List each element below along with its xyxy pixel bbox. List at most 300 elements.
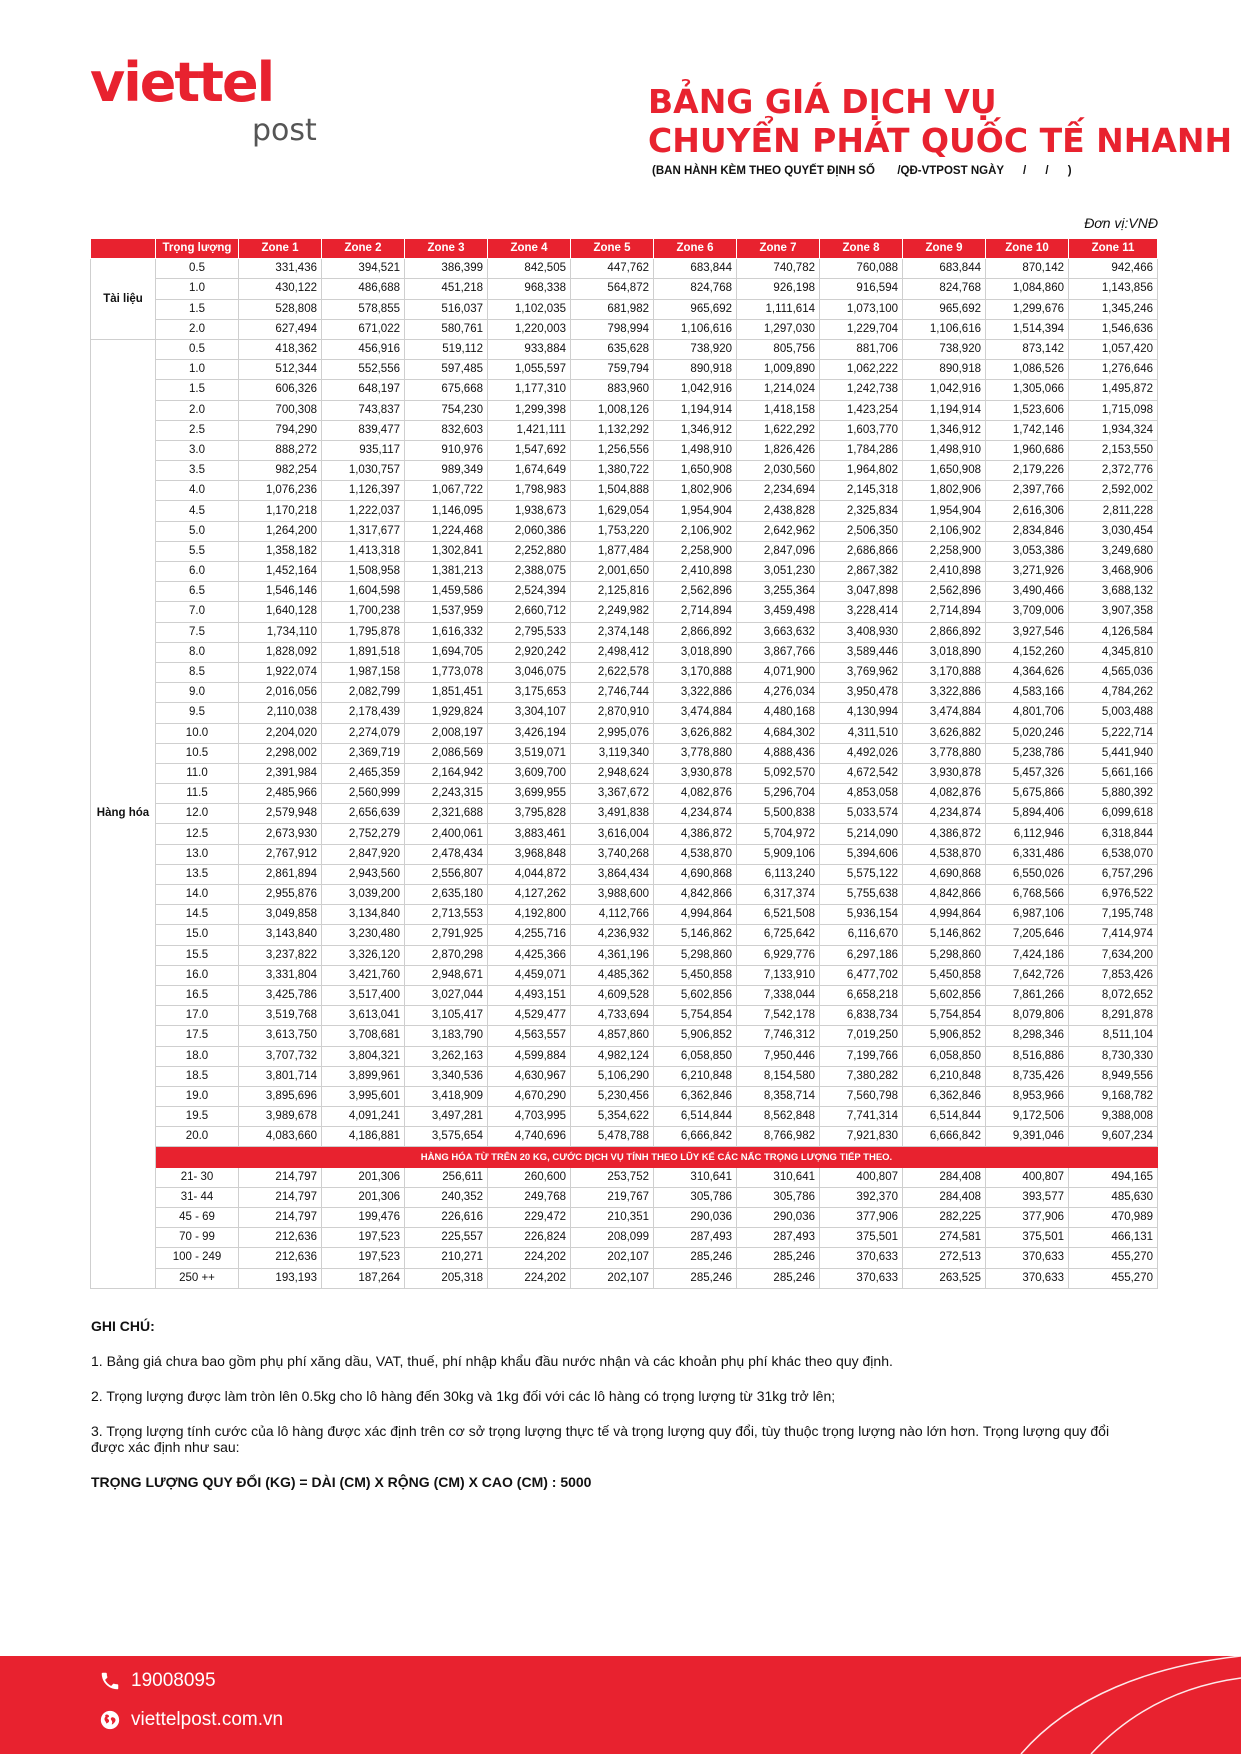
price-cell: 926,198 — [737, 279, 820, 299]
price-cell: 1,086,526 — [986, 360, 1069, 380]
table-row — [91, 925, 1158, 945]
table-row — [91, 360, 1158, 380]
price-cell: 3,988,600 — [571, 885, 654, 905]
price-cell: 3,039,200 — [322, 885, 405, 905]
table-row — [91, 1026, 1158, 1046]
price-cell: 1,413,318 — [322, 541, 405, 561]
price-cell: 4,345,810 — [1069, 642, 1158, 662]
website-url: viettelpost.com.vn — [131, 1709, 284, 1730]
table-row — [91, 1066, 1158, 1086]
price-cell: 1,987,158 — [322, 662, 405, 682]
price-cell: 5,441,940 — [1069, 743, 1158, 763]
price-cell: 3,927,546 — [986, 622, 1069, 642]
price-cell: 3,801,714 — [239, 1066, 322, 1086]
price-cell: 3,867,766 — [737, 642, 820, 662]
price-cell: 5,296,704 — [737, 784, 820, 804]
weight-cell: 1.5 — [156, 380, 239, 400]
price-cell: 285,246 — [654, 1268, 737, 1288]
price-cell: 1,851,451 — [405, 683, 488, 703]
price-cell: 3,331,804 — [239, 965, 322, 985]
table-row — [91, 985, 1158, 1005]
table-row — [91, 1187, 1158, 1207]
price-cell: 5,936,154 — [820, 905, 903, 925]
weight-cell: 45 - 69 — [156, 1208, 239, 1228]
table-row — [91, 562, 1158, 582]
price-cell: 3,616,004 — [571, 824, 654, 844]
price-cell: 982,254 — [239, 461, 322, 481]
price-cell: 4,599,884 — [488, 1046, 571, 1066]
price-cell: 4,071,900 — [737, 662, 820, 682]
price-cell: 2,372,776 — [1069, 461, 1158, 481]
price-cell: 2,258,900 — [654, 541, 737, 561]
footer-phone[interactable] — [99, 1670, 216, 1692]
price-cell: 2,298,002 — [239, 743, 322, 763]
price-cell: 201,306 — [322, 1187, 405, 1207]
price-cell: 1,650,908 — [654, 461, 737, 481]
price-cell: 1,229,704 — [820, 319, 903, 339]
price-cell: 1,084,860 — [986, 279, 1069, 299]
price-cell: 2,660,712 — [488, 602, 571, 622]
price-cell: 5,146,862 — [654, 925, 737, 945]
price-cell: 331,436 — [239, 259, 322, 279]
price-cell: 4,538,870 — [903, 844, 986, 864]
price-cell: 256,611 — [405, 1167, 488, 1187]
table-row — [91, 339, 1158, 359]
price-cell: 6,929,776 — [737, 945, 820, 965]
price-cell: 743,837 — [322, 400, 405, 420]
weight-cell: 5.0 — [156, 521, 239, 541]
price-cell: 7,853,426 — [1069, 965, 1158, 985]
header-zone-9: Zone 9 — [903, 239, 986, 259]
price-cell: 3,304,107 — [488, 703, 571, 723]
price-cell: 8,154,580 — [737, 1066, 820, 1086]
price-cell: 214,797 — [239, 1167, 322, 1187]
price-cell: 4,386,872 — [654, 824, 737, 844]
price-cell: 4,091,241 — [322, 1107, 405, 1127]
price-cell: 208,099 — [571, 1228, 654, 1248]
price-cell: 2,145,318 — [820, 481, 903, 501]
weight-cell: 11.0 — [156, 763, 239, 783]
price-cell: 2,562,896 — [903, 582, 986, 602]
price-cell: 1,214,024 — [737, 380, 820, 400]
price-cell: 3,340,536 — [405, 1066, 488, 1086]
price-cell: 5,092,570 — [737, 763, 820, 783]
price-cell: 7,746,312 — [737, 1026, 820, 1046]
price-cell: 466,131 — [1069, 1228, 1158, 1248]
price-cell: 3,322,886 — [903, 683, 986, 703]
price-cell: 1,877,484 — [571, 541, 654, 561]
weight-cell: 12.5 — [156, 824, 239, 844]
price-cell: 2,847,920 — [322, 844, 405, 864]
table-row — [91, 1107, 1158, 1127]
table-row — [91, 844, 1158, 864]
price-cell: 1,170,218 — [239, 501, 322, 521]
table-header-row — [91, 239, 1158, 259]
price-cell: 386,399 — [405, 259, 488, 279]
table-row — [91, 1268, 1158, 1288]
price-cell: 4,842,866 — [903, 885, 986, 905]
price-cell: 4,152,260 — [986, 642, 1069, 662]
price-cell: 627,494 — [239, 319, 322, 339]
price-cell: 1,694,705 — [405, 642, 488, 662]
price-cell: 4,044,872 — [488, 864, 571, 884]
price-cell: 2,714,894 — [654, 602, 737, 622]
price-cell: 229,472 — [488, 1208, 571, 1228]
price-cell: 8,291,878 — [1069, 1006, 1158, 1026]
weight-cell: 20.0 — [156, 1127, 239, 1147]
price-cell: 3,519,071 — [488, 743, 571, 763]
table-row — [91, 400, 1158, 420]
price-cell: 6,976,522 — [1069, 885, 1158, 905]
price-cell: 832,603 — [405, 420, 488, 440]
price-cell: 1,073,100 — [820, 299, 903, 319]
price-cell: 287,493 — [654, 1228, 737, 1248]
price-cell: 4,127,262 — [488, 885, 571, 905]
weight-cell: 1.0 — [156, 360, 239, 380]
price-cell: 7,205,646 — [986, 925, 1069, 945]
price-cell: 4,493,151 — [488, 985, 571, 1005]
price-cell: 8,072,652 — [1069, 985, 1158, 1005]
price-cell: 3,707,732 — [239, 1046, 322, 1066]
price-cell: 4,690,868 — [903, 864, 986, 884]
price-cell: 1,523,606 — [986, 400, 1069, 420]
price-cell: 4,126,584 — [1069, 622, 1158, 642]
price-cell: 6,058,850 — [654, 1046, 737, 1066]
price-cell: 3,053,386 — [986, 541, 1069, 561]
price-cell: 8,079,806 — [986, 1006, 1069, 1026]
header-zone-10: Zone 10 — [986, 239, 1069, 259]
price-cell: 5,457,326 — [986, 763, 1069, 783]
price-cell: 3,183,790 — [405, 1026, 488, 1046]
weight-cell: 70 - 99 — [156, 1228, 239, 1248]
price-cell: 3,883,461 — [488, 824, 571, 844]
price-cell: 700,308 — [239, 400, 322, 420]
price-cell: 671,022 — [322, 319, 405, 339]
price-cell: 4,425,366 — [488, 945, 571, 965]
notice-text: HÀNG HÓA TỪ TRÊN 20 KG, CƯỚC DỊCH VỤ TÍNH THEO LŨY KẾ CÁC NẤC TRỌNG LƯỢNG TIẾP THEO. — [156, 1147, 1158, 1167]
price-cell: 2,673,930 — [239, 824, 322, 844]
price-cell: 3,899,961 — [322, 1066, 405, 1086]
price-cell: 4,888,436 — [737, 743, 820, 763]
price-cell: 4,255,716 — [488, 925, 571, 945]
price-cell: 1,421,111 — [488, 420, 571, 440]
price-cell: 377,906 — [820, 1208, 903, 1228]
price-cell: 3,968,848 — [488, 844, 571, 864]
table-row — [91, 642, 1158, 662]
price-cell: 2,325,834 — [820, 501, 903, 521]
weight-cell: 4.5 — [156, 501, 239, 521]
price-cell: 2,524,394 — [488, 582, 571, 602]
weight-cell: 12.0 — [156, 804, 239, 824]
notes-section — [91, 1318, 1141, 1509]
price-cell: 272,513 — [903, 1248, 986, 1268]
price-cell: 870,142 — [986, 259, 1069, 279]
header-zone-5: Zone 5 — [571, 239, 654, 259]
price-cell: 2,008,197 — [405, 723, 488, 743]
price-cell: 1,067,722 — [405, 481, 488, 501]
price-cell: 3,425,786 — [239, 985, 322, 1005]
price-cell: 394,521 — [322, 259, 405, 279]
price-cell: 2,397,766 — [986, 481, 1069, 501]
price-cell: 451,218 — [405, 279, 488, 299]
price-cell: 7,019,250 — [820, 1026, 903, 1046]
price-cell: 2,252,880 — [488, 541, 571, 561]
price-cell: 2,870,910 — [571, 703, 654, 723]
price-cell: 1,802,906 — [654, 481, 737, 501]
price-cell: 916,594 — [820, 279, 903, 299]
price-cell: 4,236,932 — [571, 925, 654, 945]
price-cell: 3,322,886 — [654, 683, 737, 703]
price-cell: 1,773,078 — [405, 662, 488, 682]
price-cell: 512,344 — [239, 360, 322, 380]
price-cell: 2,656,639 — [322, 804, 405, 824]
price-cell: 1,547,692 — [488, 440, 571, 460]
price-cell: 193,193 — [239, 1268, 322, 1288]
price-cell: 1,504,888 — [571, 481, 654, 501]
price-cell: 516,037 — [405, 299, 488, 319]
price-cell: 2,955,876 — [239, 885, 322, 905]
price-cell: 8,298,346 — [986, 1026, 1069, 1046]
price-cell: 2,556,807 — [405, 864, 488, 884]
weight-cell: 100 - 249 — [156, 1248, 239, 1268]
price-cell: 2,686,866 — [820, 541, 903, 561]
price-cell: 2,847,096 — [737, 541, 820, 561]
table-row — [91, 1208, 1158, 1228]
price-cell: 1,798,983 — [488, 481, 571, 501]
price-cell: 2,438,828 — [737, 501, 820, 521]
price-cell: 2,243,315 — [405, 784, 488, 804]
price-cell: 3,474,884 — [654, 703, 737, 723]
price-cell: 6,116,670 — [820, 925, 903, 945]
price-cell: 6,521,508 — [737, 905, 820, 925]
price-cell: 1,346,912 — [903, 420, 986, 440]
price-cell: 6,058,850 — [903, 1046, 986, 1066]
price-cell: 1,964,802 — [820, 461, 903, 481]
price-cell: 2,767,912 — [239, 844, 322, 864]
price-cell: 933,884 — [488, 339, 571, 359]
price-cell: 8,516,886 — [986, 1046, 1069, 1066]
weight-cell: 15.5 — [156, 945, 239, 965]
price-cell: 3,018,890 — [654, 642, 737, 662]
price-cell: 7,133,910 — [737, 965, 820, 985]
price-cell: 890,918 — [903, 360, 986, 380]
weight-cell: 4.0 — [156, 481, 239, 501]
globe-icon — [99, 1709, 121, 1731]
price-cell: 2,030,560 — [737, 461, 820, 481]
table-row — [91, 784, 1158, 804]
price-cell: 3,740,268 — [571, 844, 654, 864]
table-row — [91, 824, 1158, 844]
price-cell: 2,274,079 — [322, 723, 405, 743]
price-cell: 2,234,694 — [737, 481, 820, 501]
price-cell: 3,175,653 — [488, 683, 571, 703]
price-cell: 968,338 — [488, 279, 571, 299]
title-line-2: CHUYỂN PHÁT QUỐC TẾ NHANH — [648, 121, 1233, 160]
price-cell: 3,708,681 — [322, 1026, 405, 1046]
price-cell: 4,529,477 — [488, 1006, 571, 1026]
table-row — [91, 521, 1158, 541]
price-cell: 1,242,738 — [820, 380, 903, 400]
header-zone-6: Zone 6 — [654, 239, 737, 259]
price-cell: 5,033,574 — [820, 804, 903, 824]
weight-cell: 14.0 — [156, 885, 239, 905]
price-cell: 3,459,498 — [737, 602, 820, 622]
weight-cell: 0.5 — [156, 339, 239, 359]
price-cell: 738,920 — [654, 339, 737, 359]
table-row — [91, 1086, 1158, 1106]
price-cell: 824,768 — [903, 279, 986, 299]
price-cell: 2,106,902 — [903, 521, 986, 541]
weight-cell: 11.5 — [156, 784, 239, 804]
price-cell: 6,550,026 — [986, 864, 1069, 884]
price-cell: 1,700,238 — [322, 602, 405, 622]
price-cell: 1,784,286 — [820, 440, 903, 460]
price-cell: 4,853,058 — [820, 784, 903, 804]
price-cell: 7,424,186 — [986, 945, 1069, 965]
weight-cell: 8.0 — [156, 642, 239, 662]
price-cell: 1,346,912 — [654, 420, 737, 440]
price-cell: 370,633 — [820, 1268, 903, 1288]
price-cell: 3,491,838 — [571, 804, 654, 824]
price-cell: 5,661,166 — [1069, 763, 1158, 783]
price-cell: 2,369,719 — [322, 743, 405, 763]
price-cell: 5,394,606 — [820, 844, 903, 864]
header-zone-8: Zone 8 — [820, 239, 903, 259]
price-cell: 3,950,478 — [820, 683, 903, 703]
price-cell: 5,106,290 — [571, 1066, 654, 1086]
price-cell: 2,948,671 — [405, 965, 488, 985]
price-cell: 2,560,999 — [322, 784, 405, 804]
price-cell: 6,658,218 — [820, 985, 903, 1005]
price-cell: 1,616,332 — [405, 622, 488, 642]
price-cell: 824,768 — [654, 279, 737, 299]
price-cell: 2,388,075 — [488, 562, 571, 582]
price-cell: 7,634,200 — [1069, 945, 1158, 965]
price-cell: 2,713,553 — [405, 905, 488, 925]
price-cell: 1,194,914 — [654, 400, 737, 420]
price-cell: 1,222,037 — [322, 501, 405, 521]
weight-cell: 8.5 — [156, 662, 239, 682]
price-cell: 2,752,279 — [322, 824, 405, 844]
weight-cell: 3.0 — [156, 440, 239, 460]
price-cell: 1,297,030 — [737, 319, 820, 339]
price-cell: 2,258,900 — [903, 541, 986, 561]
price-cell: 2,834,846 — [986, 521, 1069, 541]
price-cell: 7,950,446 — [737, 1046, 820, 1066]
price-cell: 377,906 — [986, 1208, 1069, 1228]
price-cell: 1,009,890 — [737, 360, 820, 380]
price-cell: 1,220,003 — [488, 319, 571, 339]
price-cell: 8,949,556 — [1069, 1066, 1158, 1086]
price-cell: 5,298,860 — [903, 945, 986, 965]
price-cell: 2,562,896 — [654, 582, 737, 602]
price-cell: 1,960,686 — [986, 440, 1069, 460]
price-cell: 3,143,840 — [239, 925, 322, 945]
price-cell: 214,797 — [239, 1187, 322, 1207]
category-cell: Tài liệu — [91, 259, 156, 340]
price-cell: 470,989 — [1069, 1208, 1158, 1228]
price-cell: 1,546,636 — [1069, 319, 1158, 339]
page-title — [648, 82, 1232, 160]
table-row — [91, 541, 1158, 561]
price-cell: 5,298,860 — [654, 945, 737, 965]
price-cell: 2,110,038 — [239, 703, 322, 723]
footer-bar — [0, 1656, 1241, 1754]
price-cell: 5,003,488 — [1069, 703, 1158, 723]
price-cell: 839,477 — [322, 420, 405, 440]
price-cell: 4,361,196 — [571, 945, 654, 965]
price-cell: 2,374,148 — [571, 622, 654, 642]
price-cell: 285,246 — [737, 1268, 820, 1288]
price-cell: 2,616,306 — [986, 501, 1069, 521]
price-cell: 3,426,194 — [488, 723, 571, 743]
footer-website[interactable] — [99, 1709, 283, 1731]
price-cell: 4,082,876 — [903, 784, 986, 804]
price-cell: 3,027,044 — [405, 985, 488, 1005]
price-cell: 2,410,898 — [903, 562, 986, 582]
price-cell: 1,938,673 — [488, 501, 571, 521]
price-cell: 1,299,398 — [488, 400, 571, 420]
price-cell: 1,514,394 — [986, 319, 1069, 339]
price-cell: 1,381,213 — [405, 562, 488, 582]
price-cell: 4,192,800 — [488, 905, 571, 925]
price-cell: 1,795,878 — [322, 622, 405, 642]
header-category — [91, 239, 156, 259]
price-cell: 392,370 — [820, 1187, 903, 1207]
price-cell: 6,210,848 — [654, 1066, 737, 1086]
weight-cell: 1.5 — [156, 299, 239, 319]
price-cell: 202,107 — [571, 1248, 654, 1268]
price-cell: 225,557 — [405, 1228, 488, 1248]
price-cell: 3,047,898 — [820, 582, 903, 602]
weight-cell: 19.0 — [156, 1086, 239, 1106]
price-cell: 187,264 — [322, 1268, 405, 1288]
table-row — [91, 723, 1158, 743]
price-cell: 3,995,601 — [322, 1086, 405, 1106]
price-cell: 9,391,046 — [986, 1127, 1069, 1147]
price-cell: 4,670,290 — [488, 1086, 571, 1106]
price-cell: 5,450,858 — [654, 965, 737, 985]
price-cell: 3,490,466 — [986, 582, 1069, 602]
price-cell: 3,367,672 — [571, 784, 654, 804]
table-row — [91, 440, 1158, 460]
price-cell: 2,811,228 — [1069, 501, 1158, 521]
price-cell: 1,143,856 — [1069, 279, 1158, 299]
price-cell: 1,132,292 — [571, 420, 654, 440]
price-cell: 210,351 — [571, 1208, 654, 1228]
price-cell: 1,734,110 — [239, 622, 322, 642]
price-cell: 597,485 — [405, 360, 488, 380]
price-cell: 3,228,414 — [820, 602, 903, 622]
price-cell: 1,498,910 — [654, 440, 737, 460]
price-cell: 1,418,158 — [737, 400, 820, 420]
price-cell: 4,386,872 — [903, 824, 986, 844]
price-cell: 3,030,454 — [1069, 521, 1158, 541]
price-cell: 370,633 — [986, 1248, 1069, 1268]
price-cell: 4,311,510 — [820, 723, 903, 743]
price-cell: 6,362,846 — [654, 1086, 737, 1106]
price-cell: 5,020,246 — [986, 723, 1069, 743]
price-cell: 197,523 — [322, 1228, 405, 1248]
price-cell: 9,607,234 — [1069, 1127, 1158, 1147]
price-cell: 2,082,799 — [322, 683, 405, 703]
price-cell: 4,672,542 — [820, 763, 903, 783]
price-cell: 2,001,650 — [571, 562, 654, 582]
price-cell: 3,051,230 — [737, 562, 820, 582]
price-cell: 883,960 — [571, 380, 654, 400]
price-cell: 263,525 — [903, 1268, 986, 1288]
price-cell: 890,918 — [654, 360, 737, 380]
